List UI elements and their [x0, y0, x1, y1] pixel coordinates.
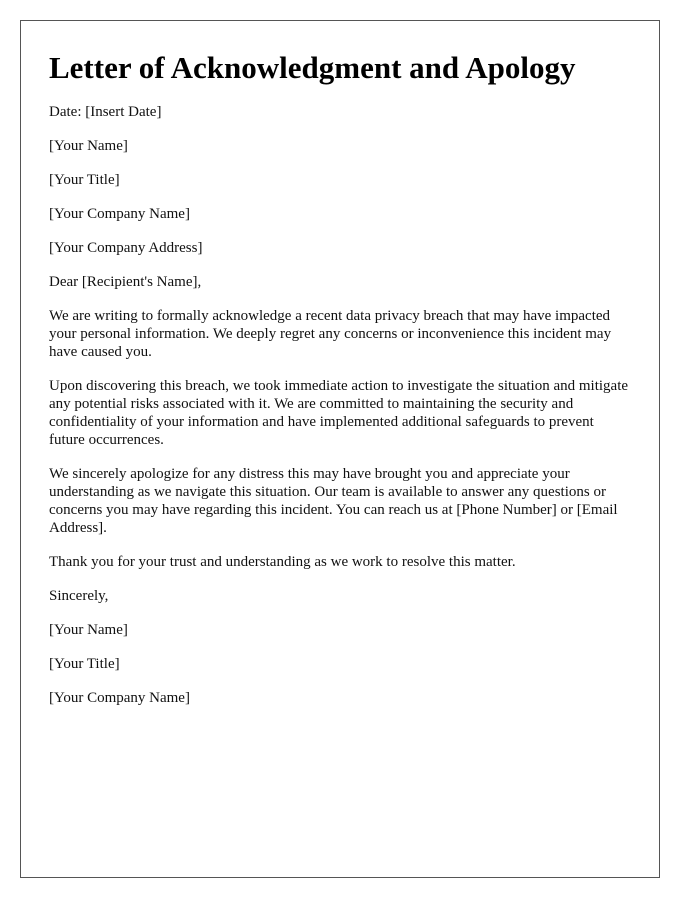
sender-address: [Your Company Address]: [49, 240, 203, 256]
date-line: Date: [Insert Date]: [49, 104, 162, 120]
signature-company: [Your Company Name]: [49, 690, 190, 706]
signature-name: [Your Name]: [49, 622, 128, 638]
body-paragraph-apology: We sincerely apologize for any distress this may have brought you and appreciate your understanding as we navigate this situation. Our team is available to answer any questions or concerns you may have regarding this incident. You can reach us at [Phone Number] or [Email Address].: [49, 466, 618, 536]
sender-name: [Your Name]: [49, 138, 128, 154]
letter-title: Letter of Acknowledgment and Apology: [49, 50, 576, 85]
sender-company: [Your Company Name]: [49, 206, 190, 222]
sender-title: [Your Title]: [49, 172, 120, 188]
closing: Sincerely,: [49, 588, 109, 604]
body-paragraph-acknowledgment: We are writing to formally acknowledge a recent data privacy breach that may have impacted your personal information. We deeply regret any concerns or inconvenience this incident may have caused you.: [49, 308, 612, 360]
body-paragraph-actions: Upon discovering this breach, we took immediate action to investigate the situation and mitigate any potential risks associated with it. We are committed to maintaining the security and confidentiality of your information and have implemented additional safeguards to prevent future occurrences.: [49, 378, 629, 448]
body-paragraph-thanks: Thank you for your trust and understanding as we work to resolve this matter.: [49, 554, 516, 570]
signature-title: [Your Title]: [49, 656, 120, 672]
letter-page: [20, 20, 660, 878]
salutation: Dear [Recipient's Name],: [49, 274, 202, 290]
